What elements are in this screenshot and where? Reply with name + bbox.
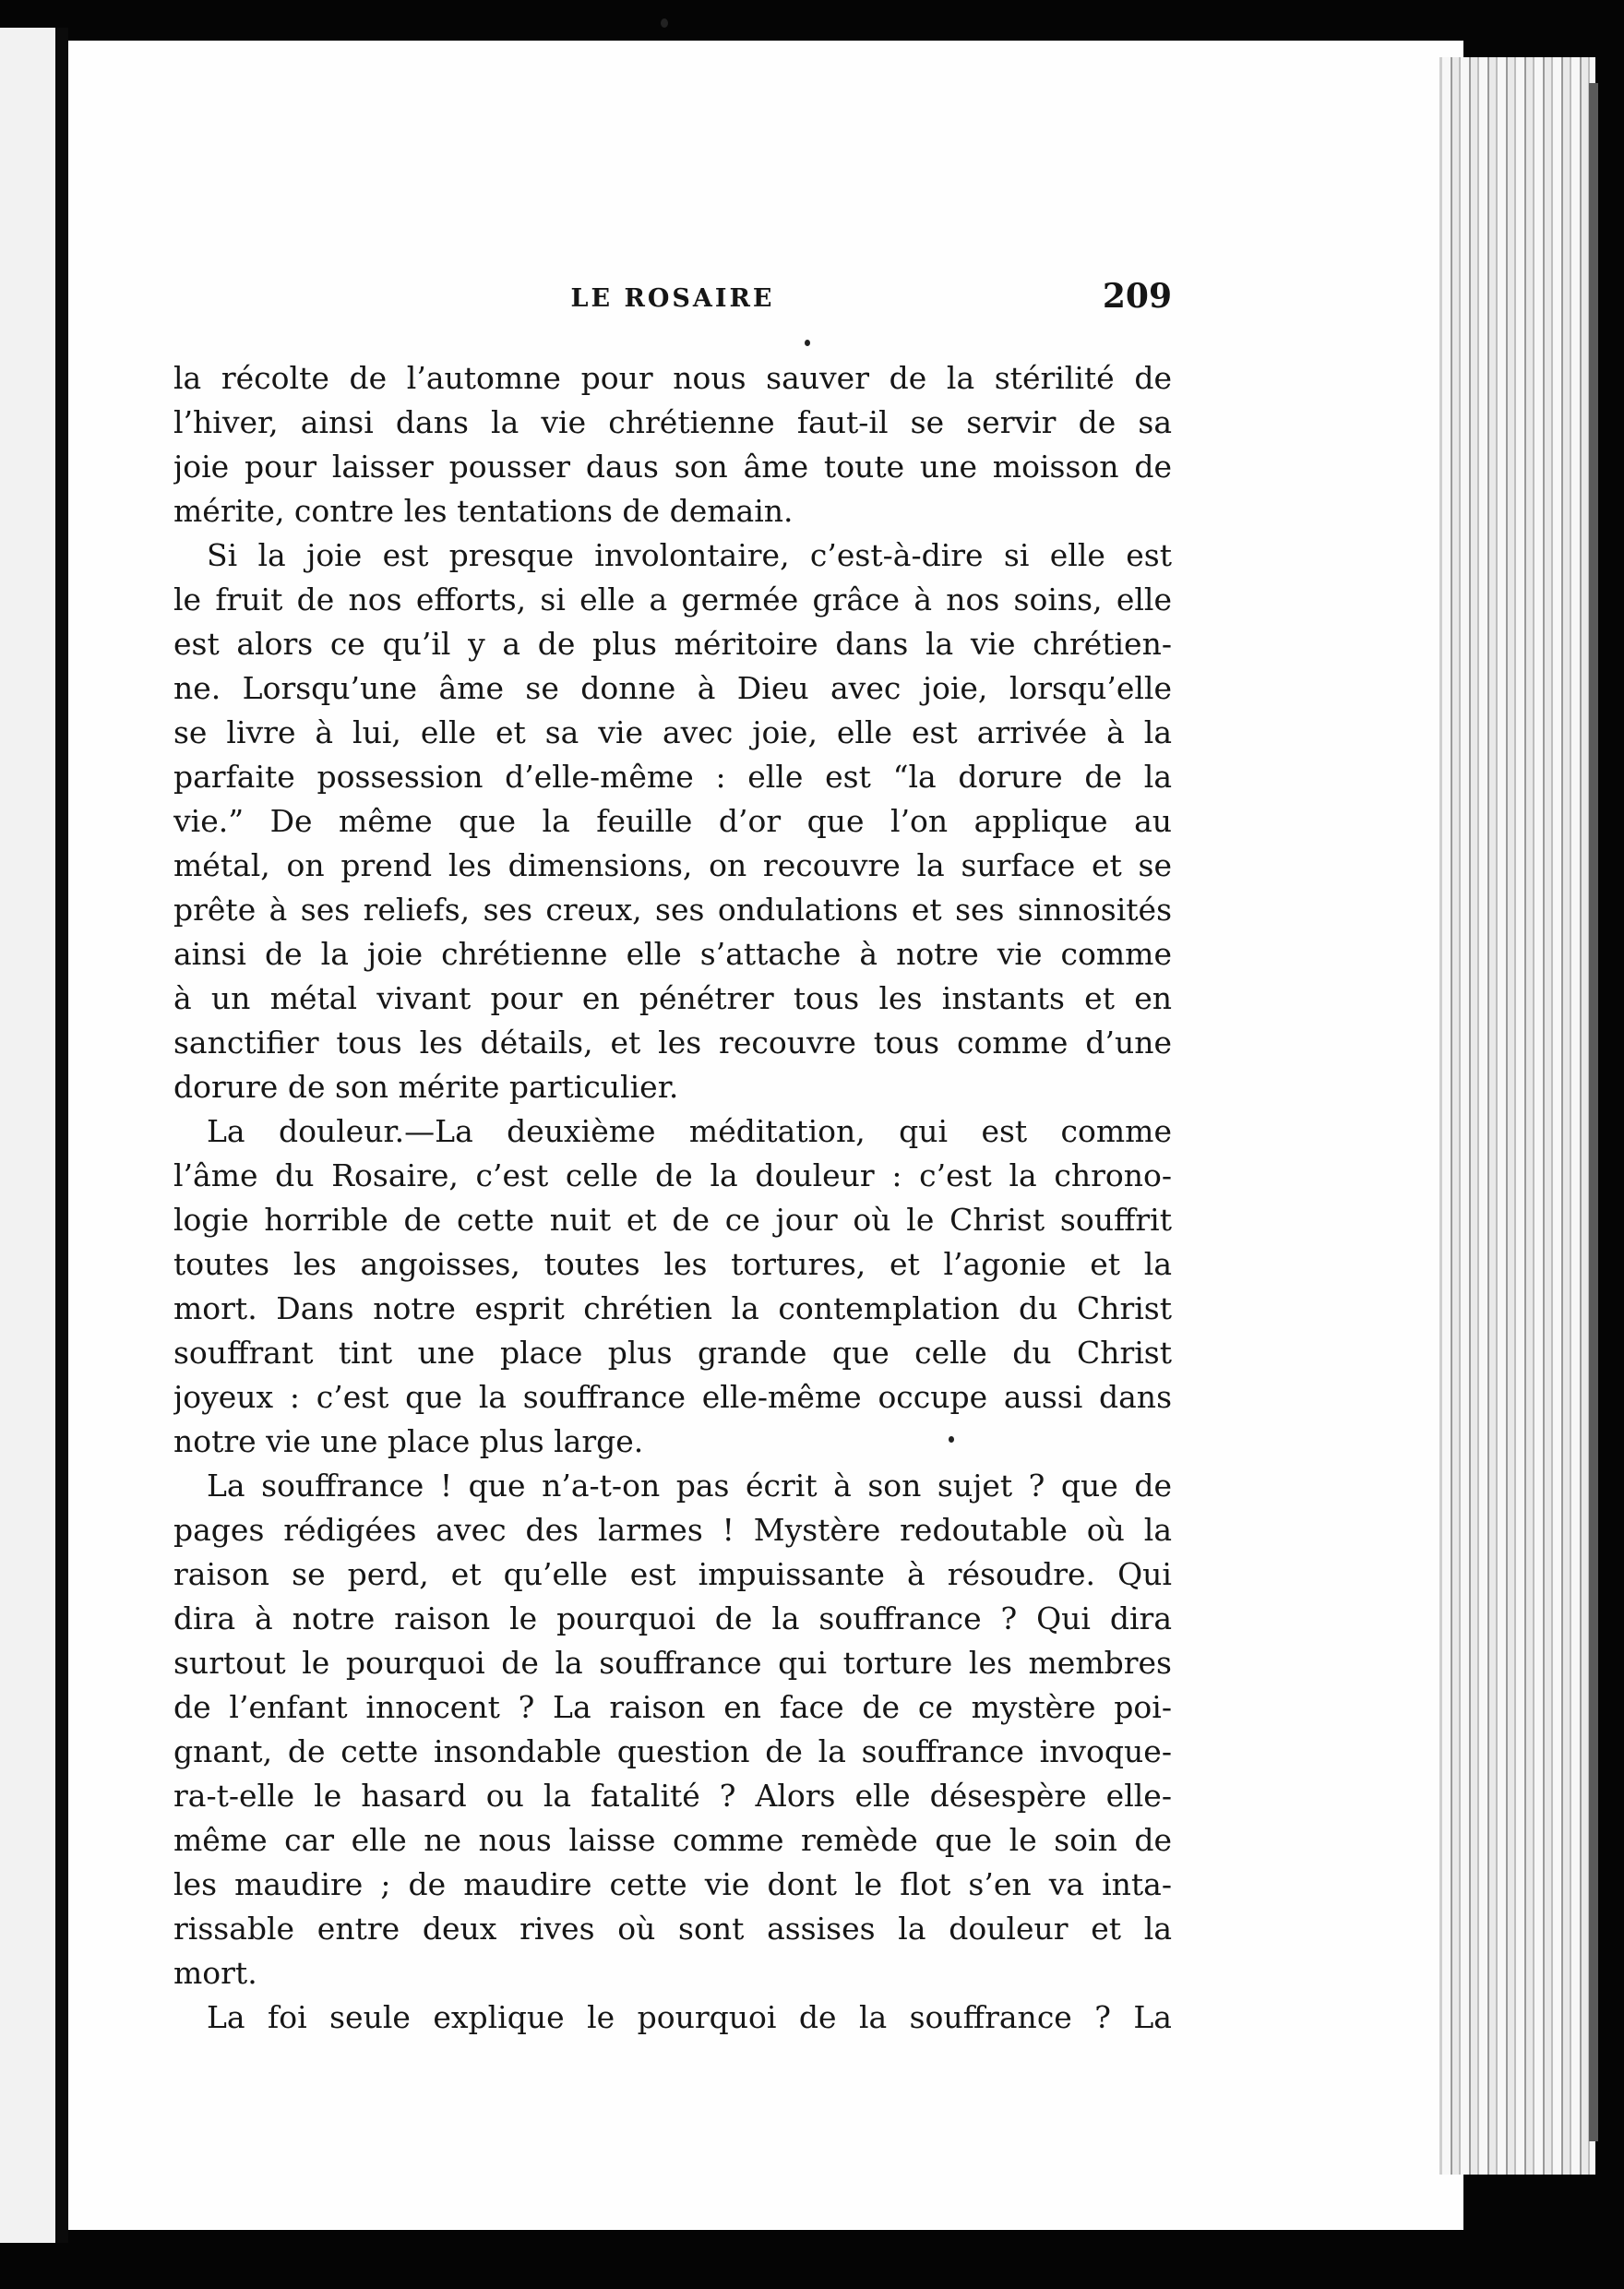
paragraph: [173, 533, 1172, 1109]
text-line: Si la joie est presque involontaire, c’est-à-dire si elle est: [207, 537, 1172, 573]
scan-speck: [661, 18, 668, 28]
text-line: la récolte de l’automne pour nous sauver de la stérilité de: [173, 360, 1172, 396]
text-line: l’âme du Rosaire, c’est celle de la douleur : c’est la chrono-: [173, 1157, 1172, 1193]
text-line: La souffrance ! que n’a-t-on pas écrit à son sujet ? que de: [207, 1468, 1172, 1504]
text-line: mérite, contre les tentations de demain.: [173, 493, 794, 529]
paragraph: [173, 1464, 1172, 1995]
text-line: de l’enfant innocent ? La raison en face de ce mystère poi-: [173, 1689, 1172, 1725]
paragraph: [173, 356, 1172, 533]
paragraph: [173, 1995, 1172, 2040]
text-line: mort.: [173, 1955, 257, 1991]
text-line: surtout le pourquoi de la souffrance qui torture les membres: [173, 1645, 1172, 1681]
text-line: logie horrible de cette nuit et de ce jour où le Christ souffrit: [173, 1202, 1172, 1238]
text-line: dira à notre raison le pourquoi de la souffrance ? Qui dira: [173, 1600, 1172, 1636]
facing-page-edge: [0, 28, 55, 2243]
text-line: l’hiver, ainsi dans la vie chrétienne faut-il se servir de sa: [173, 404, 1172, 440]
text-line: rissable entre deux rives où sont assises la douleur et la: [173, 1911, 1172, 1947]
body-text: [173, 356, 1172, 2040]
text-line: raison se perd, et qu’elle est impuissante à résoudre. Qui: [173, 1556, 1172, 1592]
paragraph: [173, 1109, 1172, 1464]
text-line: La foi seule explique le pourquoi de la souffrance ? La: [207, 1999, 1172, 2035]
text-line: ainsi de la joie chrétienne elle s’attache à notre vie comme: [173, 936, 1172, 972]
running-head: [173, 277, 1172, 332]
running-title: LE ROSAIRE: [570, 284, 775, 313]
text-line: les maudire ; de maudire cette vie dont le flot s’en va inta-: [173, 1866, 1172, 1902]
text-line: vie.” De même que la feuille d’or que l’on applique au: [173, 803, 1172, 839]
page-stack-shadow: [1589, 83, 1598, 2141]
text-line: ne. Lorsqu’une âme se donne à Dieu avec joie, lorsqu’elle: [173, 670, 1172, 706]
text-line: se livre à lui, elle et sa vie avec joie, elle est arrivée à la: [173, 714, 1172, 750]
text-line: à un métal vivant pour en pénétrer tous les instants et en: [173, 980, 1172, 1016]
page-text-block: [173, 277, 1172, 2040]
text-line: mort. Dans notre esprit chrétien la contemplation du Christ: [173, 1290, 1172, 1326]
page-number: 209: [1102, 277, 1172, 316]
text-line: joie pour laisser pousser daus son âme toute une moisson de: [173, 449, 1172, 485]
text-line: le fruit de nos efforts, si elle a germée grâce à nos soins, elle: [173, 581, 1172, 617]
book-gutter: [55, 28, 68, 2243]
page-stack-edges: [1439, 57, 1595, 2175]
text-line: ra-t-elle le hasard ou la fatalité ? Alors elle désespère elle-: [173, 1778, 1172, 1814]
text-line: même car elle ne nous laisse comme remède que le soin de: [173, 1822, 1172, 1858]
text-line: gnant, de cette insondable question de la souffrance invoque-: [173, 1733, 1172, 1769]
text-line: notre vie une place plus large.: [173, 1423, 644, 1459]
text-line: toutes les angoisses, toutes les tortures, et l’agonie et la: [173, 1246, 1172, 1282]
text-line: sanctifier tous les détails, et les recouvre tous comme d’une: [173, 1025, 1172, 1061]
text-line: prête à ses reliefs, ses creux, ses ondulations et ses sinnosités: [173, 892, 1172, 928]
text-line: dorure de son mérite particulier.: [173, 1069, 679, 1105]
text-line: joyeux : c’est que la souffrance elle-même occupe aussi dans: [173, 1379, 1172, 1415]
text-line: pages rédigées avec des larmes ! Mystère redoutable où la: [173, 1512, 1172, 1548]
text-line: souffrant tint une place plus grande que celle du Christ: [173, 1335, 1172, 1371]
text-line: est alors ce qu’il y a de plus méritoire dans la vie chrétien-: [173, 626, 1172, 662]
text-line: La douleur.—La deuxième méditation, qui est comme: [207, 1113, 1172, 1149]
text-line: parfaite possession d’elle-même : elle est “la dorure de la: [173, 759, 1172, 795]
text-line: métal, on prend les dimensions, on recouvre la surface et se: [173, 847, 1172, 883]
